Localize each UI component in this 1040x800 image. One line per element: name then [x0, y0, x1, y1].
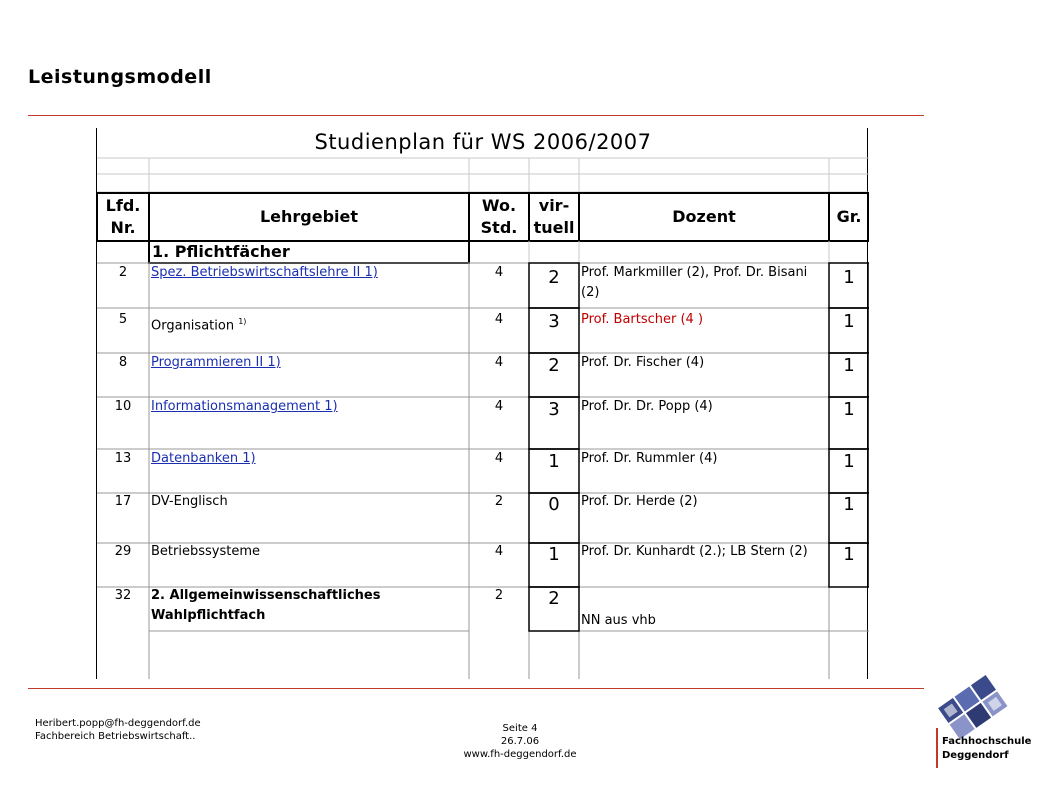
row-nr: 10 [114, 399, 132, 414]
header-virtuell: vir- tuell [533, 196, 575, 237]
row-gr: 1 [843, 544, 855, 565]
row-dozent: Prof. Dr. Fischer (4) [581, 355, 705, 370]
page-title: Leistungsmodell [28, 66, 212, 88]
row-gr: 1 [843, 494, 855, 515]
footer-website[interactable]: www.fh-deggendorf.de [463, 749, 577, 760]
row-gr: 1 [843, 399, 855, 420]
row-sws: 4 [494, 265, 504, 280]
row-nr: 17 [114, 494, 132, 509]
logo-divider [936, 728, 938, 768]
row-virtuell: 1 [548, 451, 560, 472]
section-title: 1. Pflichtfächer [152, 242, 290, 261]
header-wo-std: Wo. Std. [480, 196, 518, 237]
row-sws: 2 [494, 494, 504, 509]
row-sws: 2 [494, 588, 504, 603]
row-gr: 1 [843, 311, 855, 332]
row-nr: 8 [118, 355, 128, 370]
row-gr: 1 [843, 267, 855, 288]
row-dozent: Prof. Bartscher (4 ) [581, 312, 704, 327]
top-divider [28, 115, 924, 116]
subject-link[interactable]: Datenbanken 1) [151, 451, 256, 466]
row-nr: 5 [118, 312, 128, 327]
row-sws: 4 [494, 544, 504, 559]
row-subject: 2. Allgemeinwissenschaftliches Wahlpflichtfach [151, 588, 381, 623]
row-sws: 4 [494, 451, 504, 466]
row-dozent: Prof. Dr. Dr. Popp (4) [581, 399, 713, 414]
row-dozent: Prof. Dr. Rummler (4) [581, 451, 718, 466]
row-virtuell: 0 [548, 494, 560, 515]
row-sws: 4 [494, 355, 504, 370]
page-number: Seite 4 [502, 723, 538, 734]
row-virtuell: 2 [548, 267, 560, 288]
row-nr: 32 [114, 588, 132, 603]
study-plan-sheet [96, 128, 868, 679]
row-virtuell: 3 [548, 399, 560, 420]
row-nr: 2 [118, 265, 128, 280]
footer-contact [35, 717, 201, 743]
subject-link[interactable]: Programmieren II 1) [151, 355, 281, 370]
row-subject: DV-Englisch [151, 494, 228, 509]
header-dozent: Dozent [672, 207, 736, 226]
row-sws: 4 [494, 399, 504, 414]
header-lfd-nr: Lfd. Nr. [105, 196, 141, 237]
footer-email[interactable]: Heribert.popp@fh-deggendorf.de [35, 718, 201, 729]
header-lehrgebiet: Lehrgebiet [259, 207, 359, 226]
row-subject: Betriebssysteme [151, 544, 260, 559]
bottom-divider [28, 688, 924, 689]
header-gr: Gr. [836, 207, 862, 226]
row-nr: 13 [114, 451, 132, 466]
row-dozent: Prof. Dr. Herde (2) [581, 494, 698, 509]
row-virtuell: 2 [548, 588, 560, 609]
row-gr: 1 [843, 355, 855, 376]
row-nr: 29 [114, 544, 132, 559]
row-sws: 4 [494, 312, 504, 327]
row-subject: Organisation $^{1)}$ [151, 317, 247, 334]
footer-department: Fachbereich Betriebswirtschaft.. [35, 731, 196, 742]
row-virtuell: 3 [548, 311, 560, 332]
row-virtuell: 1 [548, 544, 560, 565]
footer-page-info [420, 722, 620, 761]
row-dozent: Prof. Dr. Kunhardt (2.); LB Stern (2) [581, 544, 808, 559]
footer-date: 26.7.06 [500, 736, 540, 747]
row-virtuell: 2 [548, 355, 560, 376]
row-dozent: Prof. Markmiller (2), Prof. Dr. Bisani (2) [581, 265, 808, 300]
logo-wordmark: Fachhochschule Deggendorf [942, 736, 1032, 761]
row-gr: 1 [843, 451, 855, 472]
row-dozent: NN aus vhb [581, 613, 656, 628]
subject-link[interactable]: Spez. Betriebswirtschaftslehre II 1) [151, 265, 378, 280]
subject-link[interactable]: Informationsmanagement 1) [151, 399, 338, 414]
sheet-title: Studienplan für WS 2006/2007 [314, 130, 652, 154]
